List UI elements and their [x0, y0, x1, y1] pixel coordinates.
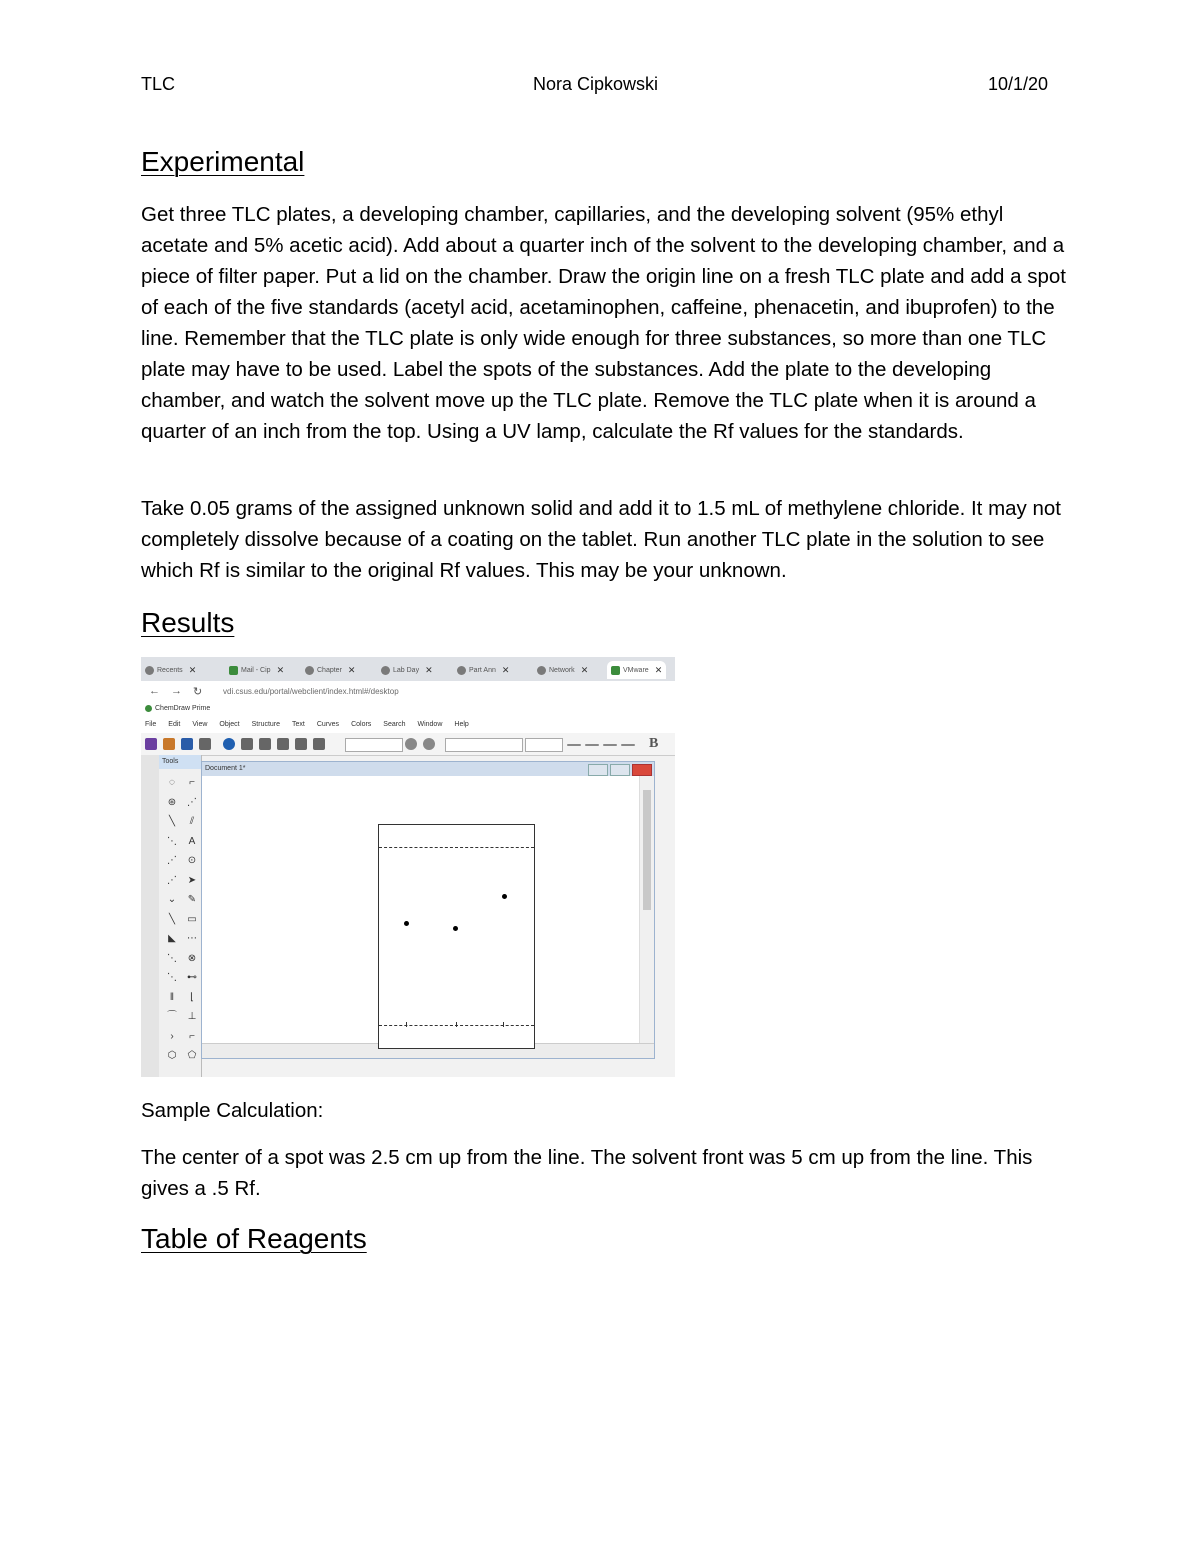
open-icon — [163, 738, 175, 750]
zoom-in-icon — [405, 738, 417, 750]
chevron-icon: › — [170, 1030, 174, 1042]
bold-wedge-icon: ◣ — [168, 933, 176, 944]
window-buttons — [588, 764, 652, 776]
minimize-icon — [588, 764, 608, 776]
query-icon: ⊙ — [187, 855, 197, 866]
cyclo-icon: ⬠ — [187, 1050, 197, 1061]
zoom-out-icon — [423, 738, 435, 750]
arrow-icon: ➤ — [187, 874, 197, 886]
align-center-icon — [585, 744, 599, 746]
tab-favicon-icon — [145, 666, 154, 675]
tab-favicon-icon — [229, 666, 238, 675]
rectangle-icon: ▭ — [187, 913, 197, 925]
justify-icon — [621, 744, 635, 746]
left-strip — [141, 755, 159, 1077]
browser-tab: Chapter ✕ — [305, 661, 355, 679]
menu-item: Structure — [251, 721, 281, 728]
close-icon: ✕ — [580, 664, 589, 675]
origin-tick — [503, 1022, 504, 1027]
experimental-paragraph-2: Take 0.05 grams of the assigned unknown solid and add it to 1.5 mL of methylene chloride. It may not completely dissolve because of a coating on the tablet. Run another TLC plate in the solution to see which Rf is similar to the original Rf values. This may be your unknown. — [141, 497, 1061, 582]
menu-item: Object — [219, 721, 240, 728]
align-left-icon — [567, 744, 581, 746]
corner-icon: ⌐ — [189, 1030, 195, 1042]
menu-item: Edit — [168, 721, 181, 728]
reagents-heading: Table of Reagents — [141, 1223, 367, 1254]
back-arrow-icon: ← — [149, 685, 160, 697]
size-select — [525, 738, 563, 752]
menu-item: Help — [454, 721, 469, 728]
forward-arrow-icon: → — [171, 685, 182, 697]
zoom-select — [345, 738, 403, 752]
bond-icon: ╲ — [168, 816, 176, 827]
browser-tab: Recents ✕ — [145, 661, 196, 679]
chemdraw-icon — [145, 705, 152, 712]
save-icon — [181, 738, 193, 750]
tab-favicon-icon — [305, 666, 314, 675]
wedge-icon: ⋰ — [167, 855, 177, 866]
tab-favicon-icon — [611, 666, 620, 675]
maximize-icon — [610, 764, 630, 776]
orbital-icon: ⊗ — [187, 952, 197, 964]
header-left: TLC — [141, 74, 176, 94]
browser-tab: Lab Day ✕ — [381, 661, 433, 679]
redo-icon — [259, 738, 271, 750]
close-icon: ✕ — [654, 664, 663, 675]
multi-bond-icon: ⫽ — [189, 816, 195, 827]
font-select — [445, 738, 523, 752]
browser-tab-bar — [141, 657, 675, 681]
browser-tab: Network ✕ — [537, 661, 588, 679]
menu-item: Colors — [351, 721, 372, 728]
text-icon: A — [188, 835, 196, 847]
menu-item: Window — [417, 721, 443, 728]
copy-icon — [295, 738, 307, 750]
menu-item: Text — [292, 721, 305, 728]
bracket-icon: ⌊ — [190, 991, 194, 1003]
results-heading: Results — [141, 607, 235, 638]
cut-icon — [277, 738, 289, 750]
wavy-bond-icon: ⌄ — [167, 894, 177, 905]
tab-favicon-icon — [381, 666, 390, 675]
close-icon: ✕ — [188, 664, 197, 675]
close-icon: ✕ — [347, 664, 356, 675]
document-window — [201, 761, 655, 1059]
sample-calc-label: Sample Calculation: — [141, 1099, 324, 1122]
header-right: 10/1/20 — [988, 74, 1049, 94]
eraser-icon: ⋰ — [187, 796, 197, 808]
app-toolbar — [141, 733, 675, 756]
sample-calc-text: The center of a spot was 2.5 cm up from the line. The solvent front was 5 cm up from the line. This gives a .5 Rf. — [141, 1146, 1033, 1200]
solvent-front-line — [379, 847, 534, 848]
experimental-heading: Experimental — [141, 146, 305, 177]
undo-icon — [241, 738, 253, 750]
tlc-spot — [404, 921, 409, 926]
experimental-paragraph-1: Get three TLC plates, a developing chamber, capillaries, and the developing solvent (95% ethyl acetate and 5% acetic acid). Add about a quarter inch of the solvent to the developing chamber, and a piece of filter paper. Put a lid on the chamber. Draw the origin line on a fresh TLC plate and add a spot of each of the five standards (acetyl acid, acetaminophen, caffeine, phenacetin, and ibuprofen) to the line. Remember that the TLC plate is only wide enough for three substances, so more than one TLC plate may have to be used. Label the spots of the substances. Add the plate to the developing chamber, and watch the solvent move up the TLC plate. Remove the TLC plate when it is around a quarter of an inch from the top. Using a UV lamp, calculate the Rf values for the standards. — [141, 203, 1066, 443]
tab-favicon-icon — [457, 666, 466, 675]
align-right-icon — [603, 744, 617, 746]
bold-icon: B — [649, 736, 659, 751]
origin-tick — [406, 1022, 407, 1027]
curve-icon: ⌒ — [167, 1011, 177, 1022]
menu-item: Search — [383, 721, 406, 728]
dashed-bond-icon: ⋱ — [167, 835, 177, 847]
marquee-icon: ⌐ — [189, 777, 195, 788]
document-title: Document 1* — [202, 762, 654, 776]
close-icon: ✕ — [425, 664, 433, 675]
tools-palette — [159, 755, 202, 1077]
tools-palette-title: Tools — [159, 755, 201, 769]
close-icon: ✕ — [501, 664, 510, 675]
browser-tab-active: VMware ✕ — [607, 661, 666, 679]
reload-icon: ↻ — [193, 686, 203, 698]
lasso-icon: ◌ — [169, 777, 175, 788]
tlc-screenshot — [141, 657, 675, 1077]
address-bar — [141, 681, 675, 703]
pen-icon: ✎ — [187, 894, 197, 905]
bold-bond-icon: ╲ — [168, 913, 176, 925]
close-icon: ✕ — [276, 664, 285, 675]
template-icon: ⊷ — [187, 972, 197, 983]
tab-favicon-icon — [537, 666, 546, 675]
paste-icon — [313, 738, 325, 750]
tlc-plate — [378, 824, 535, 1049]
print-icon — [199, 738, 211, 750]
menu-item: View — [192, 721, 208, 728]
tools-grid — [163, 773, 201, 1066]
app-bar — [141, 703, 675, 733]
close-window-icon — [632, 764, 652, 776]
url-text: vdi.csus.edu/portal/webclient/index.html#/desktop — [223, 687, 399, 696]
rotate-icon: ⊛ — [167, 796, 177, 808]
chain-icon: ⋱ — [167, 952, 177, 964]
hash-wedge-icon: ⋱ — [167, 972, 177, 983]
help-icon — [223, 738, 235, 750]
scrollbar-thumb — [643, 790, 651, 910]
hexagon-icon: ⬡ — [167, 1050, 177, 1061]
tlc-spot — [453, 926, 458, 931]
origin-tick — [456, 1022, 457, 1027]
vertical-scrollbar — [639, 776, 654, 1044]
menu-item: File — [145, 721, 157, 728]
atom-map-icon: ⊥ — [187, 1011, 197, 1022]
header-center: Nora Cipkowski — [533, 74, 659, 94]
double-line-icon: ‖ — [169, 991, 175, 1003]
tlc-spot — [502, 894, 507, 899]
menu-bar — [145, 721, 469, 728]
new-doc-icon — [145, 738, 157, 750]
app-title: ChemDraw Prime — [145, 705, 210, 712]
dots-icon: ⋯ — [187, 933, 197, 944]
browser-tab: Part Ann ✕ — [457, 661, 509, 679]
hash-bond-icon: ⋰ — [167, 874, 177, 886]
browser-tab: Mail - Cip ✕ — [229, 661, 284, 679]
menu-item: Curves — [316, 721, 340, 728]
